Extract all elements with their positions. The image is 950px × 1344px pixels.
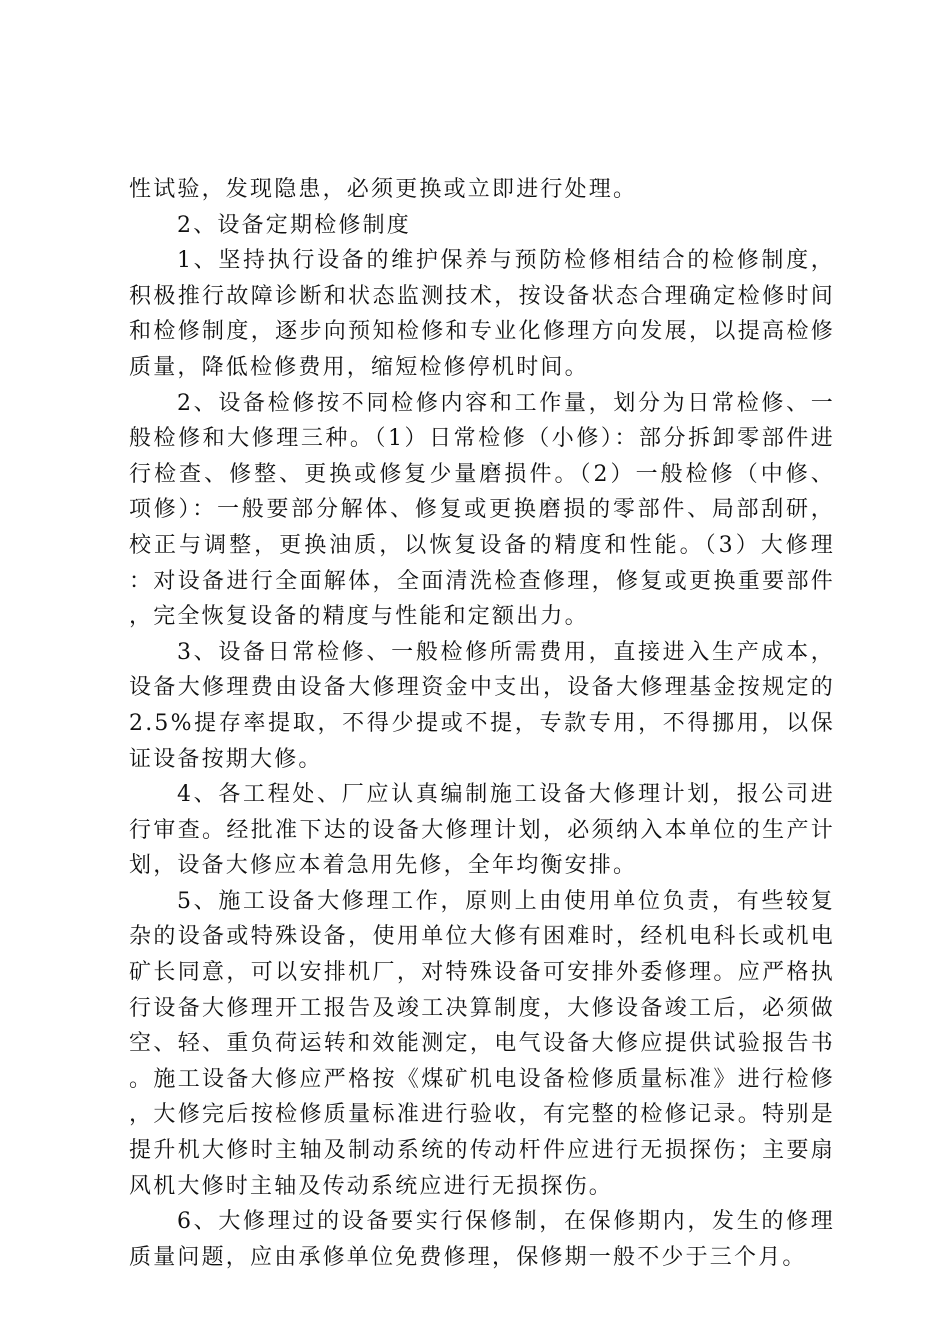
section-heading: 2、设备定期检修制度 (177, 212, 411, 238)
document-body (129, 172, 835, 1275)
paragraph-continuation: 性试验，发现隐患，必须更换或立即进行处理。 (129, 177, 638, 202)
paragraph-5: 5、施工设备大修理工作，原则上由使用单位负责，有些较复杂的设备或特殊设备，使用单位大修有困难时，经机电科长或机电矿长同意，可以安排机厂，对特殊设备可安排外委修理。应严格执行设备大修理开工报告及竣工决算制度，大修设备竣工后，必须做空、轻、重负荷运转和效能测定，电气设备大修应提供试验报告书。施工设备大修应严格按《煤矿机电设备检修质量标准》进行检修，大修完后按检修质量标准进行验收，有完整的检修记录。特别是提升机大修时主轴及制动系统的传动杆件应进行无损探伤；主要扇风机大修时主轴及传动系统应进行无损探伤。 (129, 888, 835, 1199)
paragraph-1: 1、坚持执行设备的维护保养与预防检修相结合的检修制度，积极推行故障诊断和状态监测技术，按设备状态合理确定检修时间和检修制度，逐步向预知检修和专业化修理方向发展，以提高检修质量，降低检修费用，缩短检修停机时间。 (129, 248, 835, 380)
paragraph-3: 3、设备日常检修、一般检修所需费用，直接进入生产成本，设备大修理费由设备大修理资金中支出，设备大修理基金按规定的2.5%提存率提取，不得少提或不提，专款专用，不得挪用，以保证设备按期大修。 (129, 639, 835, 772)
paragraph-4: 4、各工程处、厂应认真编制施工设备大修理计划，报公司进行审查。经批准下达的设备大修理计划，必须纳入本单位的生产计划，设备大修应本着急用先修，全年均衡安排。 (129, 782, 835, 879)
paragraph-6: 6、大修理过的设备要实行保修制，在保修期内，发生的修理质量问题，应由承修单位免费修理，保修期一般不少于三个月。 (129, 1209, 835, 1270)
paragraph-2: 2、设备检修按不同检修内容和工作量，划分为日常检修、一般检修和大修理三种。（1）日常检修（小修）：部分拆卸零部件进行检查、修整、更换或修复少量磨损件。（2）一般检修（中修、项修）：一般要部分解体、修复或更换磨损的零部件、局部刮研，校正与调整，更换油质，以恢复设备的精度和性能。（3）大修理：对设备进行全面解体，全面清洗检查修理，修复或更换重要部件，完全恢复设备的精度与性能和定额出力。 (129, 390, 835, 630)
